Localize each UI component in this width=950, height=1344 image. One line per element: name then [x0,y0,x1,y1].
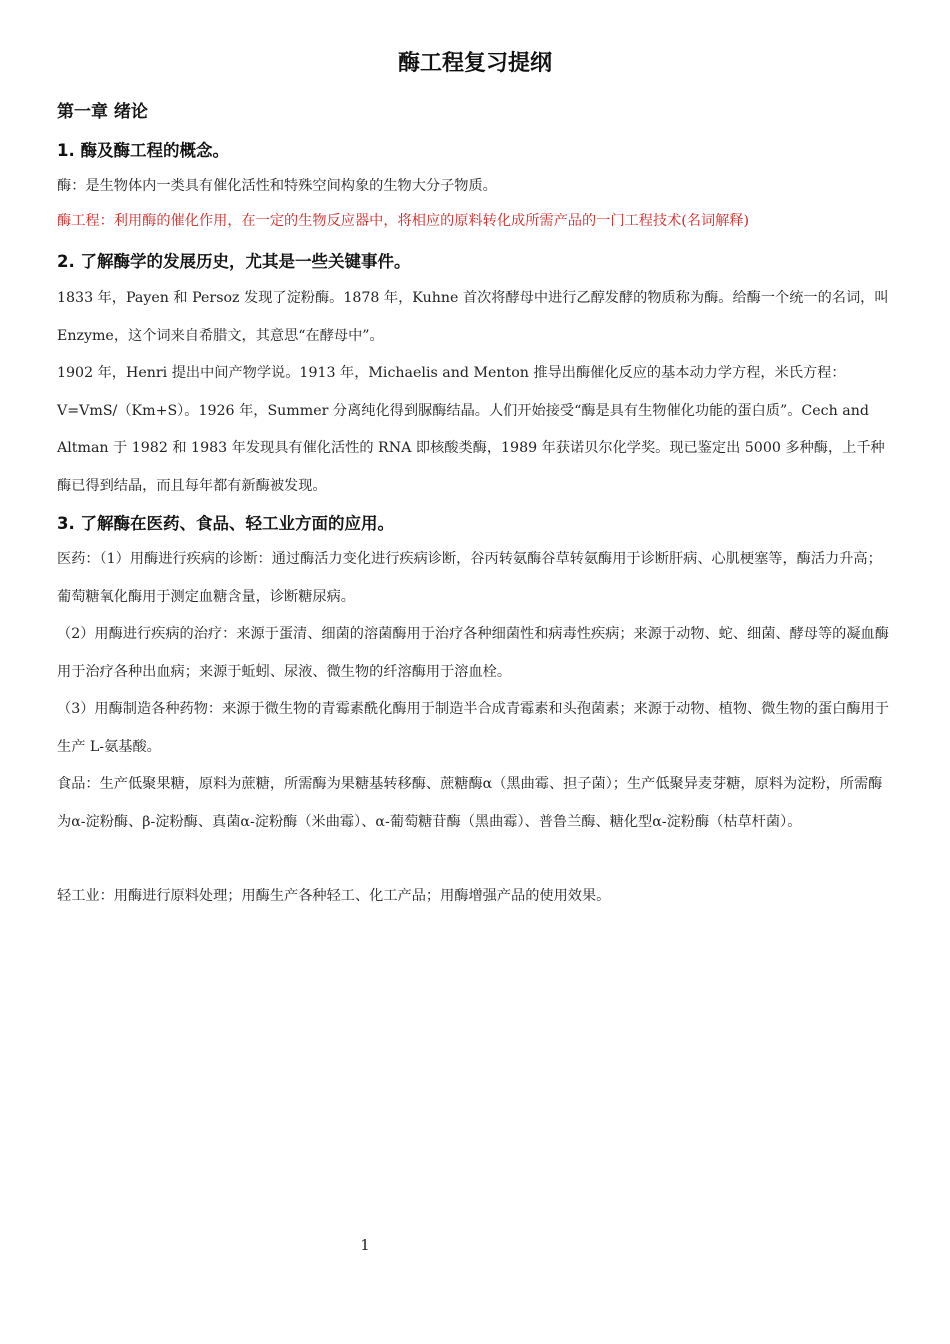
page-number: 1 [360,1236,370,1254]
medicine-treatment-paragraph: （2）用酶进行疾病的治疗：来源于蛋清、细菌的溶菌酶用于治疗各种细菌性和病毒性疾病；来源于动物、蛇、细菌、酵母等的凝血酶用于治疗各种出血病；来源于蚯蚓、尿液、微生物的纤溶酶用于溶血栓。 [57,626,889,680]
medicine-diagnosis-paragraph: 医药：（1）用酶进行疾病的诊断：通过酶活力变化进行疾病诊断，谷丙转氨酶谷草转氨酶用于诊断肝病、心肌梗塞等，酶活力升高；葡萄糖氧化酶用于测定血糖含量，诊断糖尿病。 [57,551,882,605]
medicine-drugs-paragraph: （3）用酶制造各种药物：来源于微生物的青霉素酰化酶用于制造半合成青霉素和头孢菌素；来源于动物、植物、微生物的蛋白酶用于生产 L-氨基酸。 [57,701,889,755]
definition-enzyme: 酶：是生物体内一类具有催化活性和特殊空间构象的生物大分子物质。 [57,178,497,194]
section-2-heading: 2. 了解酶学的发展历史，尤其是一些关键事件。 [57,252,411,271]
food-paragraph: 食品：生产低聚果糖，原料为蔗糖，所需酶为果糖基转移酶、蔗糖酶α（黑曲霉、担子菌）；生产低聚异麦芽糖，原料为淀粉，所需酶为α-淀粉酶、β-淀粉酶、真菌α-淀粉酶（米曲霉）、α-葡萄糖苷酶（黑曲霉）、普鲁兰酶、糖化型α-淀粉酶（枯草杆菌）。 [57,776,883,830]
light-industry-paragraph: 轻工业：用酶进行原料处理；用酶生产各种轻工、化工产品；用酶增强产品的使用效果。 [57,888,611,904]
section-3-heading: 3. 了解酶在医药、食品、轻工业方面的应用。 [57,514,394,533]
history-paragraph-1: 1833 年，Payen 和 Persoz 发现了淀粉酶。1878 年，Kuhne 首次将酵母中进行乙醇发酵的物质称为酶。给酶一个统一的名词，叫 Enzyme，这个词来自希腊文，其意思“在酵母中”。 [57,290,889,344]
history-paragraph-2: 1902 年，Henri 提出中间产物学说。1913 年，Michaelis and Menton 推导出酶催化反应的基本动力学方程，米氏方程：V=VmS/（Km+S）。1926 年，Summer 分离纯化得到脲酶结晶。人们开始接受“酶是具有生物催化功能的蛋白质”。Cech and Altman 于 1982 和 1983 年发现具有催化活性的 RNA 即核酸类酶，1989 年获诺贝尔化学奖。现已鉴定出 5000 多种酶，上千种酶已得到结晶，而且每年都有新酶被发现。 [57,365,885,494]
definition-enzyme-engineering: 酶工程：利用酶的催化作用，在一定的生物反应器中，将相应的原料转化成所需产品的一门工程技术(名词解释) [57,213,750,229]
page-title: 酶工程复习提纲 [397,51,552,76]
section-1-heading: 1. 酶及酶工程的概念。 [57,141,229,160]
chapter-heading: 第一章 绪论 [57,102,148,122]
